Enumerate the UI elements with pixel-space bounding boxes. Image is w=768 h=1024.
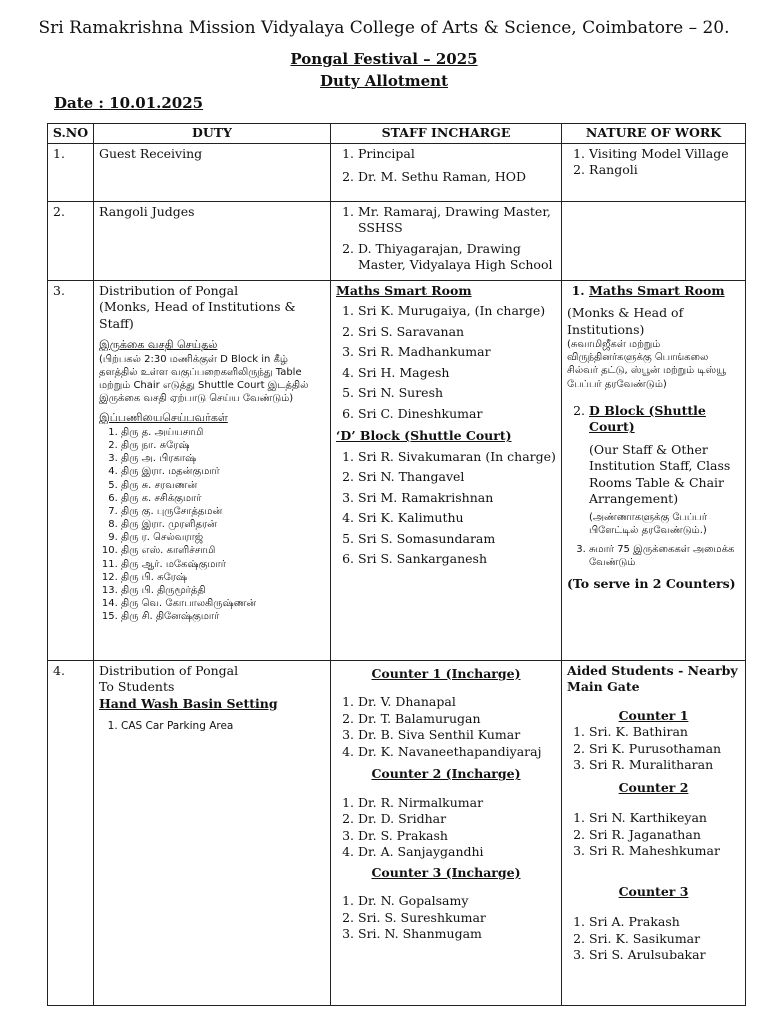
list-item: 14. திரு வெ. கோபாலகிருஷ்ணன் (121, 597, 325, 610)
list-item: 2. Rangoli (589, 162, 740, 179)
table-row (48, 143, 746, 201)
list-item: 1. திரு த. அய்யசாமி (121, 426, 325, 439)
row-duty: Guest Receiving (94, 143, 331, 201)
list-item: 1. Sri K. Murugaiya, (In charge) (358, 303, 556, 320)
list-item: 2. Sri. S. Sureshkumar (358, 910, 556, 927)
row-duty (94, 280, 331, 660)
document-subtitle: Duty Allotment (320, 72, 448, 90)
list-item: 8. திரு இரா. முரளிதரன் (121, 518, 325, 531)
list-item: 1. Mr. Ramaraj, Drawing Master, SSHSS (358, 204, 556, 237)
row-staff (331, 201, 562, 280)
counter1-heading: Counter 1 (Incharge) (371, 665, 521, 681)
row-sno: 4. (48, 660, 94, 1005)
duty-table (47, 123, 746, 1006)
hand-wash-heading: Hand Wash Basin Setting (99, 695, 278, 711)
header-nature-of-work: NATURE OF WORK (562, 124, 746, 144)
counter3-heading: Counter 3 (Incharge) (371, 864, 521, 880)
row-staff (331, 660, 562, 1005)
header-sno: S.NO (48, 124, 94, 144)
work-note: (Our Staff & Other Institution Staff, Class Rooms Table & Chair Arrangement) (589, 441, 731, 507)
header-staff-incharge: STAFF INCHARGE (331, 124, 562, 144)
list-item: 3. Dr. B. Siva Senthil Kumar (358, 727, 556, 744)
workers-heading: இப்பணியைசெய்பவர்கள் (99, 411, 228, 425)
list-item: 4. Dr. K. Navaneethapandiyaraj (358, 744, 556, 761)
list-item: 1. Maths Smart Room (589, 283, 740, 300)
list-item: 7. திரு கு. புருசோத்தமன் (121, 505, 325, 518)
list-item: 9. திரு ர. செல்வராஜ் (121, 531, 325, 544)
list-item: 5. Sri N. Suresh (358, 385, 556, 402)
table-row (48, 660, 746, 1005)
table-row (48, 280, 746, 660)
list-item: 4. Dr. A. Sanjaygandhi (358, 844, 556, 861)
maths-room-heading: Maths Smart Room (336, 282, 472, 298)
list-item: 1. Sri N. Karthikeyan (589, 810, 740, 827)
row-sno: 2. (48, 201, 94, 280)
row-work (562, 280, 746, 660)
list-item: 1. Sri R. Sivakumaran (In charge) (358, 449, 556, 466)
list-item: 2. Dr. T. Balamurugan (358, 711, 556, 728)
list-item: 3. திரு அ. பிரகாஷ் (121, 452, 325, 465)
list-item (589, 403, 740, 537)
duty-title: Distribution of Pongal (99, 282, 239, 298)
duty-title: Distribution of Pongal (99, 662, 239, 678)
seating-text: (பிற்பகல் 2:30 மணிக்குள் D Block in கீழ் தளத்தில் உள்ள வகுப்பறைகளிலிருந்து Table மற்றும் Chair எடுத்து Shuttle Court இடத்தில் இருக்கை வசதி ஏற்பாடு செய்ய வேண்டும்) (99, 353, 309, 405)
list-item: 4. Sri H. Magesh (358, 365, 556, 382)
list-item: 3. Dr. S. Prakash (358, 828, 556, 845)
list-item: 1. Dr. V. Dhanapal (358, 694, 556, 711)
list-item: 2. Sri S. Saravanan (358, 324, 556, 341)
work-note-tamil: (சுவாமிஜீகள் மற்றும் விருந்தினர்களுக்கு பொங்கலை சில்வர் தட்டு, ஸ்பூன் மற்றும் டிஸ்யூ பேப்பர் தரவேண்டும்) (567, 339, 726, 390)
list-item: 4. Sri K. Kalimuthu (358, 510, 556, 527)
duty-subtitle: (Monks, Head of Institutions & Staff) (99, 299, 296, 331)
list-item: 2. திரு நா. சுரேஷ் (121, 439, 325, 452)
list-item: 2. Sri K. Purusothaman (589, 741, 740, 758)
aided-counter2-heading: Counter 2 (618, 779, 689, 795)
counter2-heading: Counter 2 (Incharge) (371, 766, 521, 781)
list-item: 6. Sri S. Sankarganesh (358, 551, 556, 568)
list-item: 11. திரு ஆர். மகேஷ்குமார் (121, 558, 325, 571)
aided-counter1-heading: Counter 1 (618, 707, 689, 723)
row-work (562, 660, 746, 1005)
workers-list (99, 426, 325, 624)
list-item: 5. திரு சு. சரவணன் (121, 479, 325, 492)
list-item: 13. திரு பி. திருமூர்த்தி (121, 584, 325, 597)
list-item: 4. திரு இரா. மதன்குமார் (121, 465, 325, 478)
list-item: 1. Principal (358, 146, 556, 163)
list-item: 1. Sri A. Prakash (589, 914, 740, 931)
list-item: 12. திரு பி. சுரேஷ் (121, 571, 325, 584)
list-item: 1. Sri. K. Bathiran (589, 724, 740, 741)
list-item: 2. Dr. D. Sridhar (358, 811, 556, 828)
list-item: 3. சுமார் 75 இருக்கைகள் அமைக்க வேண்டும் (589, 543, 740, 569)
table-row (48, 201, 746, 280)
list-item: 2. Dr. M. Sethu Raman, HOD (358, 169, 556, 186)
list-item: 1. CAS Car Parking Area (121, 720, 325, 734)
list-item: 6. திரு க. சசிக்குமார் (121, 492, 325, 505)
work-note-tamil: (அண்ணாகளுக்கு பேப்பர் பிளேட்டில் தரவேண்டும்.) (589, 511, 708, 536)
list-item: 3. Sri R. Muralitharan (589, 757, 740, 774)
list-item: 3. Sri M. Ramakrishnan (358, 490, 556, 507)
list-item: 2. Sri R. Jaganathan (589, 827, 740, 844)
list-item: 1. Dr. N. Gopalsamy (358, 893, 556, 910)
list-item: 1. Dr. R. Nirmalkumar (358, 795, 556, 812)
seating-section (99, 338, 325, 624)
list-item: 2. Sri. K. Sasikumar (589, 931, 740, 948)
list-item: 2. Sri N. Thangavel (358, 469, 556, 486)
list-item: 3. Sri. N. Shanmugam (358, 926, 556, 943)
list-item: 10. திரு எஸ். காளிச்சாமி (121, 544, 325, 557)
work-item-title: 2. D Block (Shuttle Court) (589, 402, 706, 435)
list-item: 6. Sri C. Dineshkumar (358, 406, 556, 423)
list-item: 2. D. Thiyagarajan, Drawing Master, Vidyalaya High School (358, 241, 556, 274)
row-staff (331, 280, 562, 660)
row-sno: 3. (48, 280, 94, 660)
aided-counter3-heading: Counter 3 (618, 883, 689, 899)
list-item: 3. Sri R. Madhankumar (358, 344, 556, 361)
row-sno: 1. (48, 143, 94, 201)
row-staff (331, 143, 562, 201)
event-title: Pongal Festival – 2025 (290, 50, 478, 68)
row-work (562, 143, 746, 201)
seating-heading: இருக்கை வசதி செய்தல் (99, 338, 218, 351)
list-item: 3. Sri S. Arulsubakar (589, 947, 740, 964)
list-item: 5. Sri S. Somasundaram (358, 531, 556, 548)
list-item: 3. Sri R. Maheshkumar (589, 843, 740, 860)
list-item: 15. திரு சி. தினேஷ்குமார் (121, 610, 325, 623)
header-duty: DUTY (94, 124, 331, 144)
document-date: Date : 10.01.2025 (54, 94, 204, 112)
serve-note: (To serve in 2 Counters) (567, 575, 736, 591)
dblock-heading: ‘D’ Block (Shuttle Court) (336, 428, 512, 443)
list-item: 1. Visiting Model Village (589, 146, 740, 163)
row-work (562, 201, 746, 280)
duty-subtitle: To Students (99, 679, 175, 694)
row-duty: Rangoli Judges (94, 201, 331, 280)
work-note: (Monks & Head of Institutions) (567, 305, 684, 337)
college-title: Sri Ramakrishna Mission Vidyalaya College of Arts & Science, Coimbatore – 20. (38, 18, 730, 38)
aided-heading: Aided Students - Nearby Main Gate (567, 662, 738, 694)
row-duty (94, 660, 331, 1005)
table-header-row (48, 124, 746, 144)
